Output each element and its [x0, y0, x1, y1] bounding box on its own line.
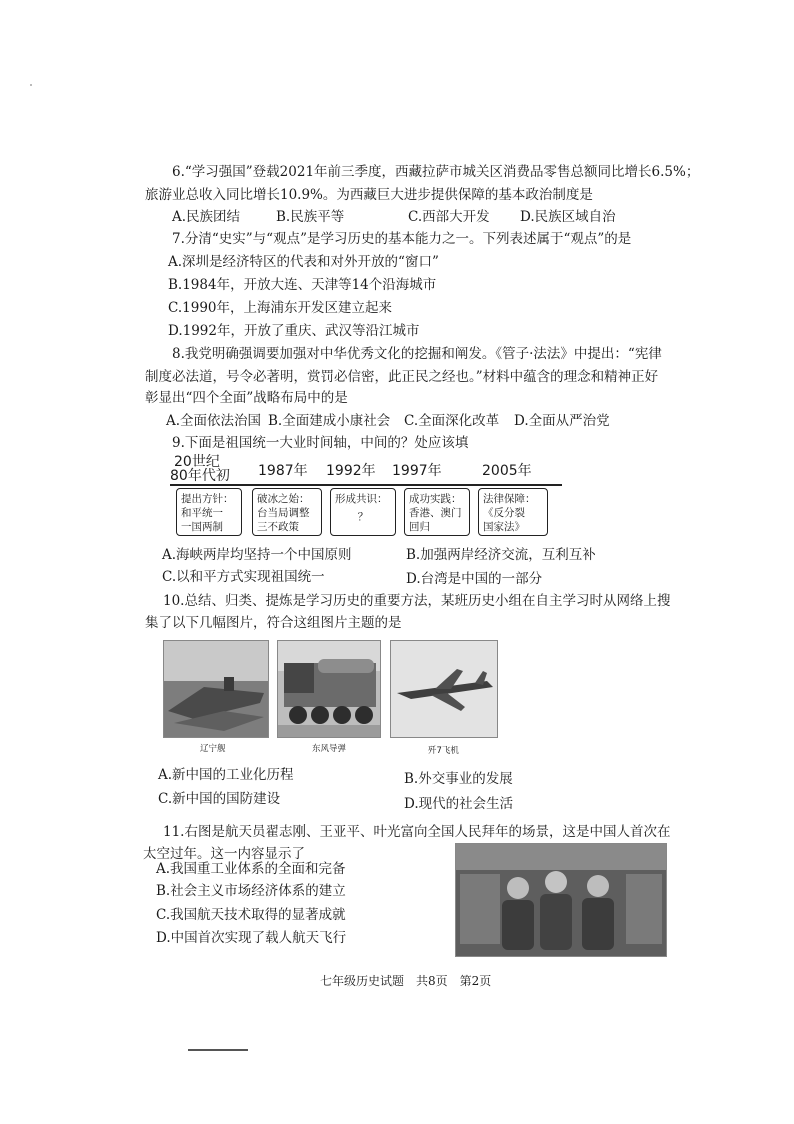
q11-line1: 11.右图是航天员翟志刚、王亚平、叶光富向全国人民拜年的场景，这是中国人首次在 — [163, 824, 671, 840]
photo-caption: 歼7飞机 — [428, 746, 459, 756]
scan-mark-line — [188, 1049, 248, 1051]
q8-option-c: C.全面深化改革 — [404, 413, 500, 429]
timeline-box-text: 国家法》 — [483, 521, 525, 533]
timeline-box-text: 成功实践： — [409, 493, 462, 505]
photo-caption: 辽宁舰 — [200, 744, 226, 754]
missile-vehicle-photo — [277, 640, 381, 738]
timeline-box-text: 破冰之始： — [257, 493, 310, 505]
fighter-jet-photo — [390, 640, 498, 738]
q6-option-b: B.民族平等 — [276, 209, 345, 225]
q6-option-a: A.民族团结 — [172, 209, 241, 225]
photo-caption: 东风导弹 — [312, 744, 347, 754]
timeline-box-text: 一国两制 — [181, 521, 223, 533]
q6-option-c: C.西部大开发 — [408, 209, 490, 225]
q7-option-b: B.1984年，开放大连、天津等14个沿海城市 — [168, 277, 437, 293]
aircraft-carrier-photo — [163, 640, 269, 738]
q7-option-d: D.1992年，开放了重庆、武汉等沿江城市 — [168, 323, 420, 339]
q9-option-a: A.海峡两岸均坚持一个中国原则 — [162, 547, 352, 563]
q11-option-b: B.社会主义市场经济体系的建立 — [156, 883, 346, 899]
timeline-box-text: 《反分裂 — [483, 507, 525, 519]
timeline-box-2 — [252, 488, 322, 536]
timeline-year-label: 1987年 — [258, 463, 308, 479]
timeline-box-text: 提出方针： — [181, 493, 234, 505]
q11-line2: 太空过年。这一内容显示了 — [143, 846, 305, 862]
q7-option-a: A.深圳是经济特区的代表和对外开放的“窗口” — [168, 254, 439, 270]
page-footer: 七年级历史试题 共8页 第2页 — [320, 974, 492, 988]
timeline-year-label: 1997年 — [392, 463, 442, 479]
q9-stem: 9.下面是祖国统一大业时间轴，中间的？处应该填 — [172, 435, 469, 451]
q10-option-b: B.外交事业的发展 — [404, 771, 513, 787]
q6-option-d: D.民族区域自治 — [520, 209, 616, 225]
timeline-box-4 — [404, 488, 470, 536]
q7-stem: 7.分清“史实”与“观点”是学习历史的基本能力之一。下列表述属于“观点”的是 — [172, 231, 632, 247]
q6-line1: 6.“学习强国”登载2021年前三季度，西藏拉萨市城关区消费品零售总额同比增长6.5%； — [172, 164, 700, 180]
q6-line2: 旅游业总收入同比增长10.9%。为西藏巨大进步提供保障的基本政治制度是 — [145, 187, 593, 203]
q11-option-c: C.我国航天技术取得的显著成就 — [156, 907, 346, 923]
timeline-box-text: 回归 — [409, 521, 430, 533]
timeline-box-text: 三不政策 — [257, 521, 299, 533]
timeline-box-text: 台当局调整 — [257, 507, 310, 519]
scan-speck — [30, 84, 32, 86]
q10-option-d: D.现代的社会生活 — [404, 796, 514, 812]
q9-option-b: B.加强两岸经济交流，互利互补 — [406, 547, 596, 563]
q8-line3: 彰显出“四个全面”战略布局中的是 — [145, 390, 348, 406]
q10-line1: 10.总结、归类、提炼是学习历史的重要方法，某班历史小组在自主学习时从网络上搜 — [163, 593, 671, 609]
q10-option-a: A.新中国的工业化历程 — [158, 767, 294, 783]
q8-option-d: D.全面从严治党 — [514, 413, 610, 429]
q8-option-a: A.全面依法治国 — [166, 413, 262, 429]
q9-option-d: D.台湾是中国的一部分 — [406, 571, 543, 587]
timeline-question-mark: ？ — [357, 511, 369, 523]
q8-line1: 8.我党明确强调要加强对中华优秀文化的挖掘和阐发。《管子·法法》中提出：“宪律 — [172, 346, 662, 362]
timeline-year-label: 20世纪 — [174, 454, 220, 470]
timeline-box-text: 和平统一 — [181, 507, 223, 519]
q9-option-c: C.以和平方式实现祖国统一 — [162, 569, 325, 585]
timeline-box-1 — [176, 488, 242, 536]
timeline-box-3 — [330, 488, 396, 536]
q8-option-b: B.全面建成小康社会 — [268, 413, 391, 429]
timeline-year-label: 80年代初 — [170, 468, 230, 484]
timeline-year-label: 1992年 — [326, 463, 376, 479]
timeline-axis — [170, 484, 562, 486]
timeline-box-text: 法律保障： — [483, 493, 536, 505]
q10-line2: 集了以下几幅图片，符合这组图片主题的是 — [145, 615, 402, 631]
q10-option-c: C.新中国的国防建设 — [158, 791, 281, 807]
q7-option-c: C.1990年，上海浦东开发区建立起来 — [168, 300, 392, 316]
q11-option-d: D.中国首次实现了载人航天飞行 — [156, 930, 347, 946]
timeline-box-text: 香港、澳门 — [409, 507, 462, 519]
timeline-box-5 — [478, 488, 548, 536]
astronauts-photo — [455, 843, 667, 957]
q11-option-a: A.我国重工业体系的全面和完备 — [156, 861, 346, 877]
q8-line2: 制度必法道，号令必著明，赏罚必信密，此正民之经也。”材料中蕴含的理念和精神正好 — [145, 369, 659, 385]
timeline-year-label: 2005年 — [482, 463, 532, 479]
timeline-box-text: 形成共识： — [335, 493, 388, 505]
